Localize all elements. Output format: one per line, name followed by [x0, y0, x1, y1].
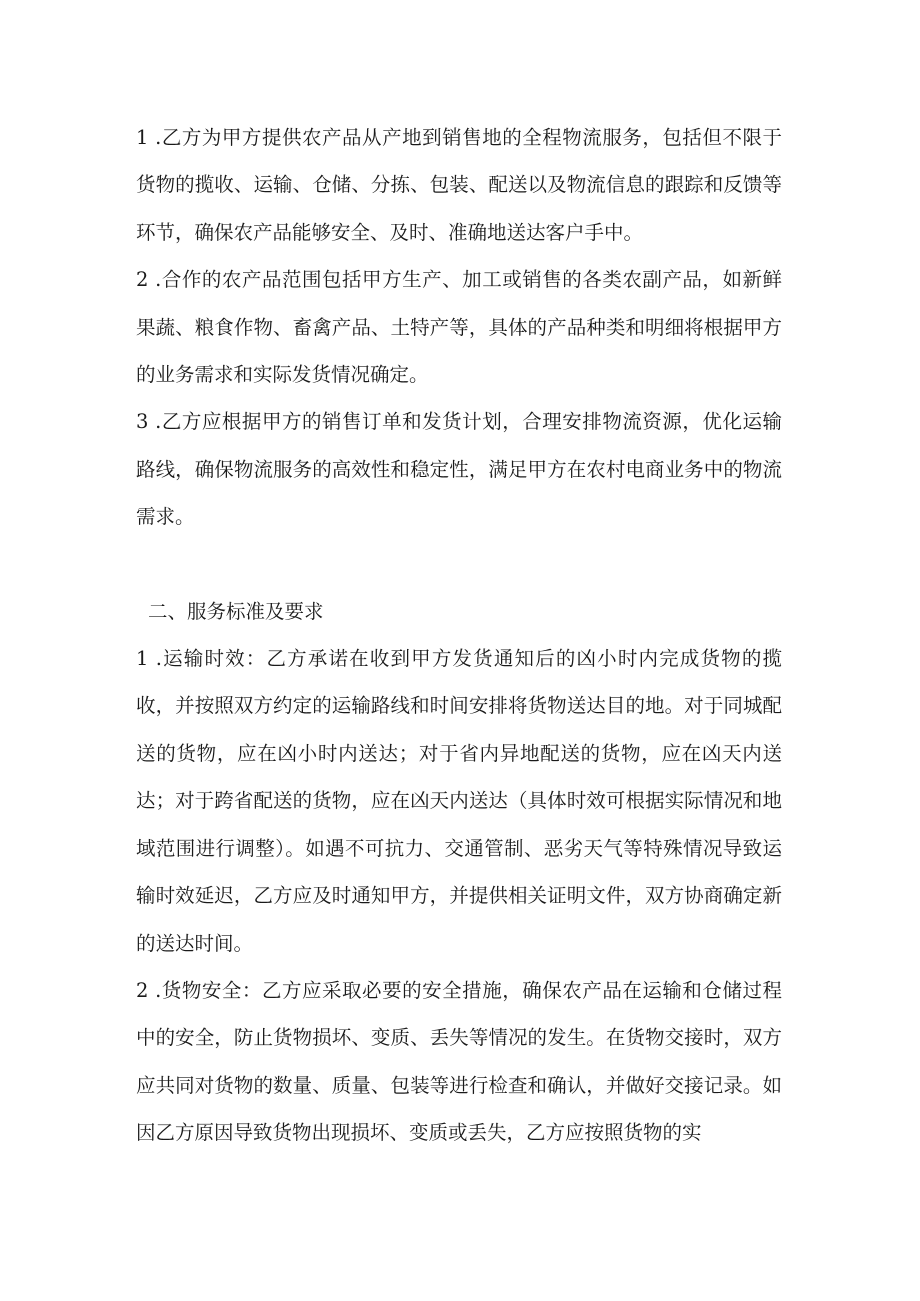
paragraph-scope-3: 3 .乙方应根据甲方的销售订单和发货计划，合理安排物流资源，优化运输路线，确保物流服务的高效性和稳定性，满足甲方在农村电商业务中的物流需求。: [136, 410, 782, 529]
document-body: [136, 114, 782, 1157]
paragraph-standard-1: 1 .运输时效：乙方承诺在收到甲方发货通知后的凶小时内完成货物的揽收，并按照双方约定的运输路线和时间安排将货物送达目的地。对于同城配送的货物，应在凶小时内送达；对于省内异地配送的货物，应在凶天内送达；对于跨省配送的货物，应在凶天内送达（具体时效可根据实际情况和地域范围进行调整）。如遇不可抗力、交通管制、恶劣天气等特殊情况导致运输时效延迟，乙方应及时通知甲方，并提供相关证明文件，双方协商确定新的送达时间。: [136, 647, 782, 955]
paragraph-scope-2: 2 .合作的农产品范围包括甲方生产、加工或销售的各类农副产品，如新鲜果蔬、粮食作物、畜禽产品、土特产等，具体的产品种类和明细将根据甲方的业务需求和实际发货情况确定。: [136, 268, 782, 387]
paragraph-scope-1: 1 .乙方为甲方提供农产品从产地到销售地的全程物流服务，包括但不限于货物的揽收、运输、仓储、分拣、包装、配送以及物流信息的跟踪和反馈等环节，确保农产品能够安全、及时、准确地送达客户手中。: [136, 126, 782, 244]
section-heading: 二、服务标准及要求: [148, 599, 324, 623]
section-spacer: [136, 541, 782, 588]
paragraph-standard-2: 2 .货物安全：乙方应采取必要的安全措施，确保农产品在运输和仓储过程中的安全，防止货物损坏、变质、丢失等情况的发生。在货物交接时，双方应共同对货物的数量、质量、包装等进行检查和确认，并做好交接记录。如因乙方原因导致货物出现损坏、变质或丢失，乙方应按照货物的实: [136, 978, 782, 1145]
